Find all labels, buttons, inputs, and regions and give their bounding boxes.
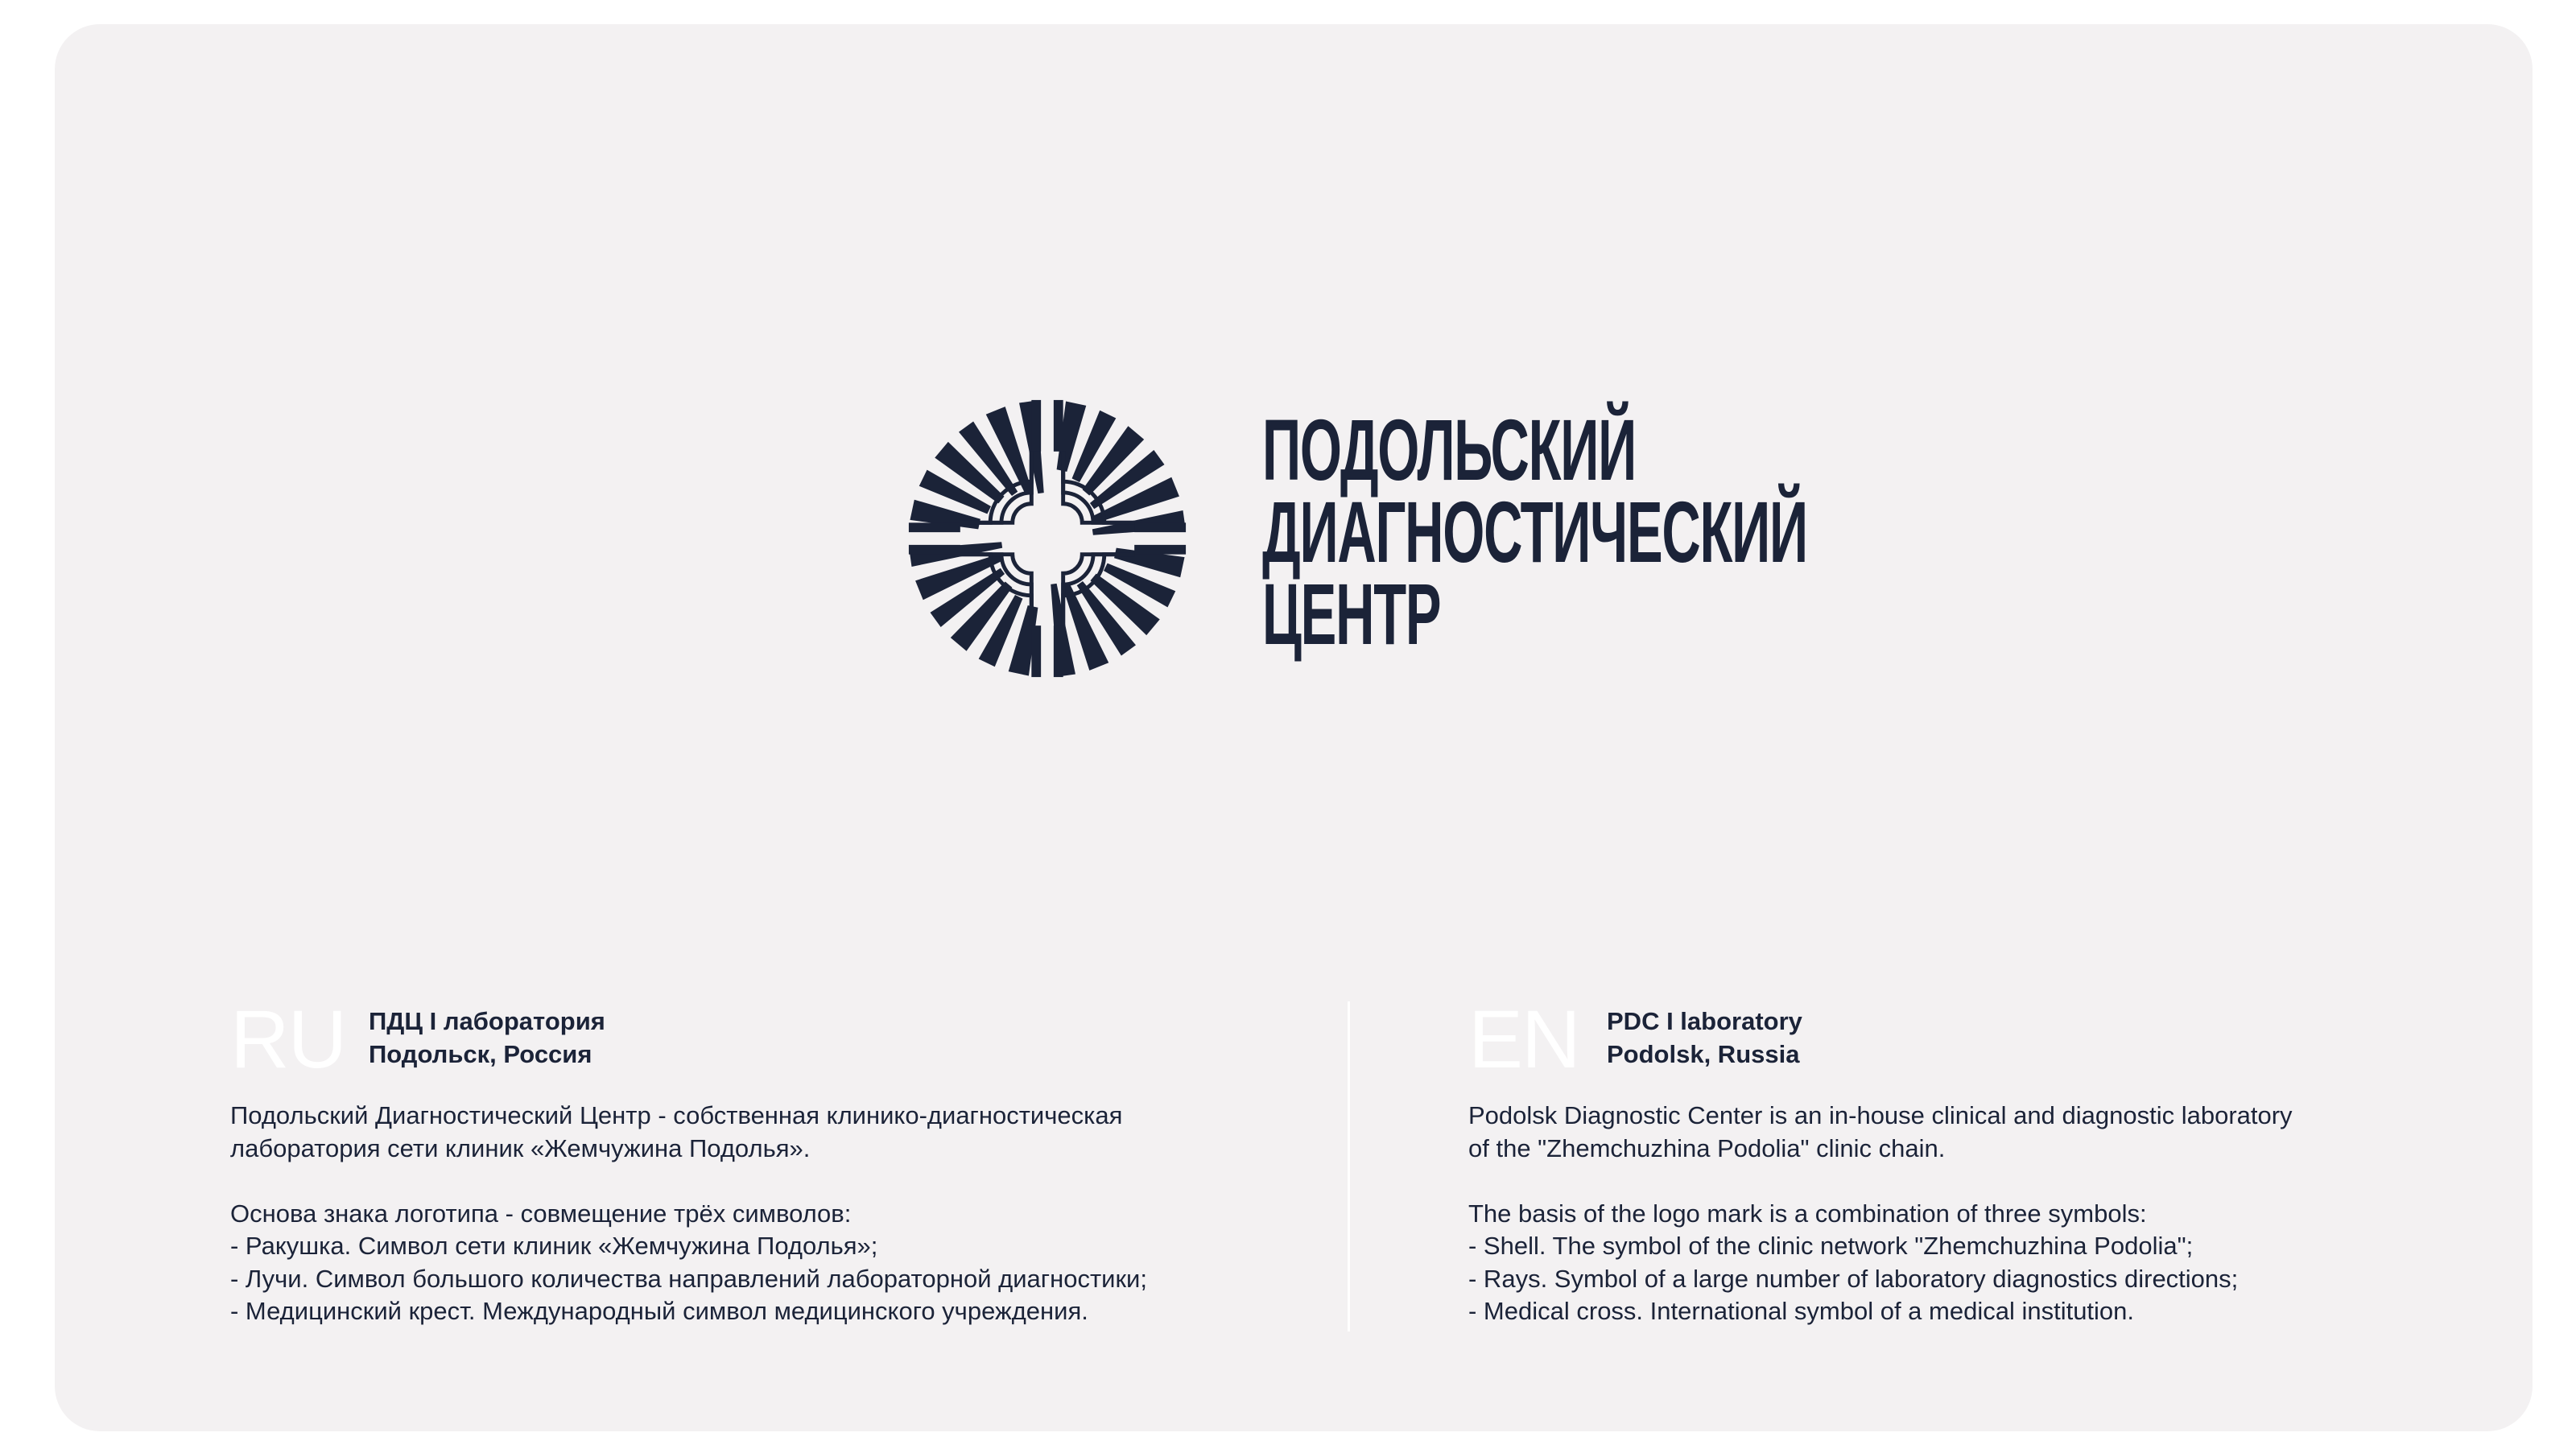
language-label-ru: RU (230, 993, 346, 1085)
logo-cross-bar (1134, 545, 1186, 555)
ru-heading (369, 1005, 605, 1071)
en-intro: The basis of the logo mark is a combination of three symbols: (1468, 1199, 2147, 1228)
ru-paragraph-line: лаборатория сети клиник «Жемчужина Подолья». (230, 1133, 811, 1162)
column-divider (1348, 1001, 1350, 1331)
ru-list-item: - Ракушка. Символ сети клиник «Жемчужина Подолья»; (230, 1232, 878, 1260)
logo-cross-bar (1054, 400, 1063, 452)
logo-cross-bar (1134, 522, 1186, 532)
ru-title: ПДЦ I лаборатория (369, 1007, 605, 1035)
wordmark-line-2: ДИАГНОСТИЧЕСКИЙ (1262, 483, 1807, 580)
ru-list-item: - Лучи. Символ большого количества направлений лабораторной диагностики; (230, 1264, 1147, 1293)
shell-rays-cross-icon (905, 396, 1190, 681)
language-label-en: EN (1468, 993, 1579, 1085)
ru-location: Подольск, Россия (369, 1040, 592, 1068)
logo-cross-bar (1031, 625, 1041, 677)
ru-paragraph-line: Подольский Диагностический Центр - собственная клинико-диагностическая (230, 1101, 1123, 1129)
en-title: PDC I laboratory (1607, 1007, 1802, 1035)
en-location: Podolsk, Russia (1607, 1040, 1800, 1068)
logo-cross-bar (909, 545, 960, 555)
ru-intro: Основа знака логотипа - совмещение трёх символов: (230, 1199, 852, 1228)
en-list-item: - Medical cross. International symbol of a medical institution. (1468, 1297, 2135, 1325)
en-description (1468, 1100, 2293, 1328)
logo-cross-bar (909, 522, 960, 532)
logo-mark (905, 396, 1190, 681)
en-list-item: - Shell. The symbol of the clinic network "Zhemchuzhina Podolia"; (1468, 1232, 2194, 1260)
presentation-card (55, 24, 2533, 1431)
logo-wordmark (1262, 401, 1807, 663)
ru-description (230, 1100, 1147, 1328)
en-paragraph-line: Podolsk Diagnostic Center is an in-house clinical and diagnostic laboratory (1468, 1101, 2293, 1129)
wordmark-line-3: ЦЕНТР (1262, 565, 1441, 663)
ru-list-item: - Медицинский крест. Международный символ медицинского учреждения. (230, 1297, 1088, 1325)
en-heading (1607, 1005, 1802, 1071)
en-paragraph-line: of the "Zhemchuzhina Podolia" clinic chain. (1468, 1133, 1946, 1162)
wordmark-line-1: ПОДОЛЬСКИЙ (1262, 401, 1636, 498)
en-list-item: - Rays. Symbol of a large number of laboratory diagnostics directions; (1468, 1264, 2239, 1293)
logo-cross-bar (1031, 400, 1041, 452)
logo-cross-bar (1054, 625, 1063, 677)
